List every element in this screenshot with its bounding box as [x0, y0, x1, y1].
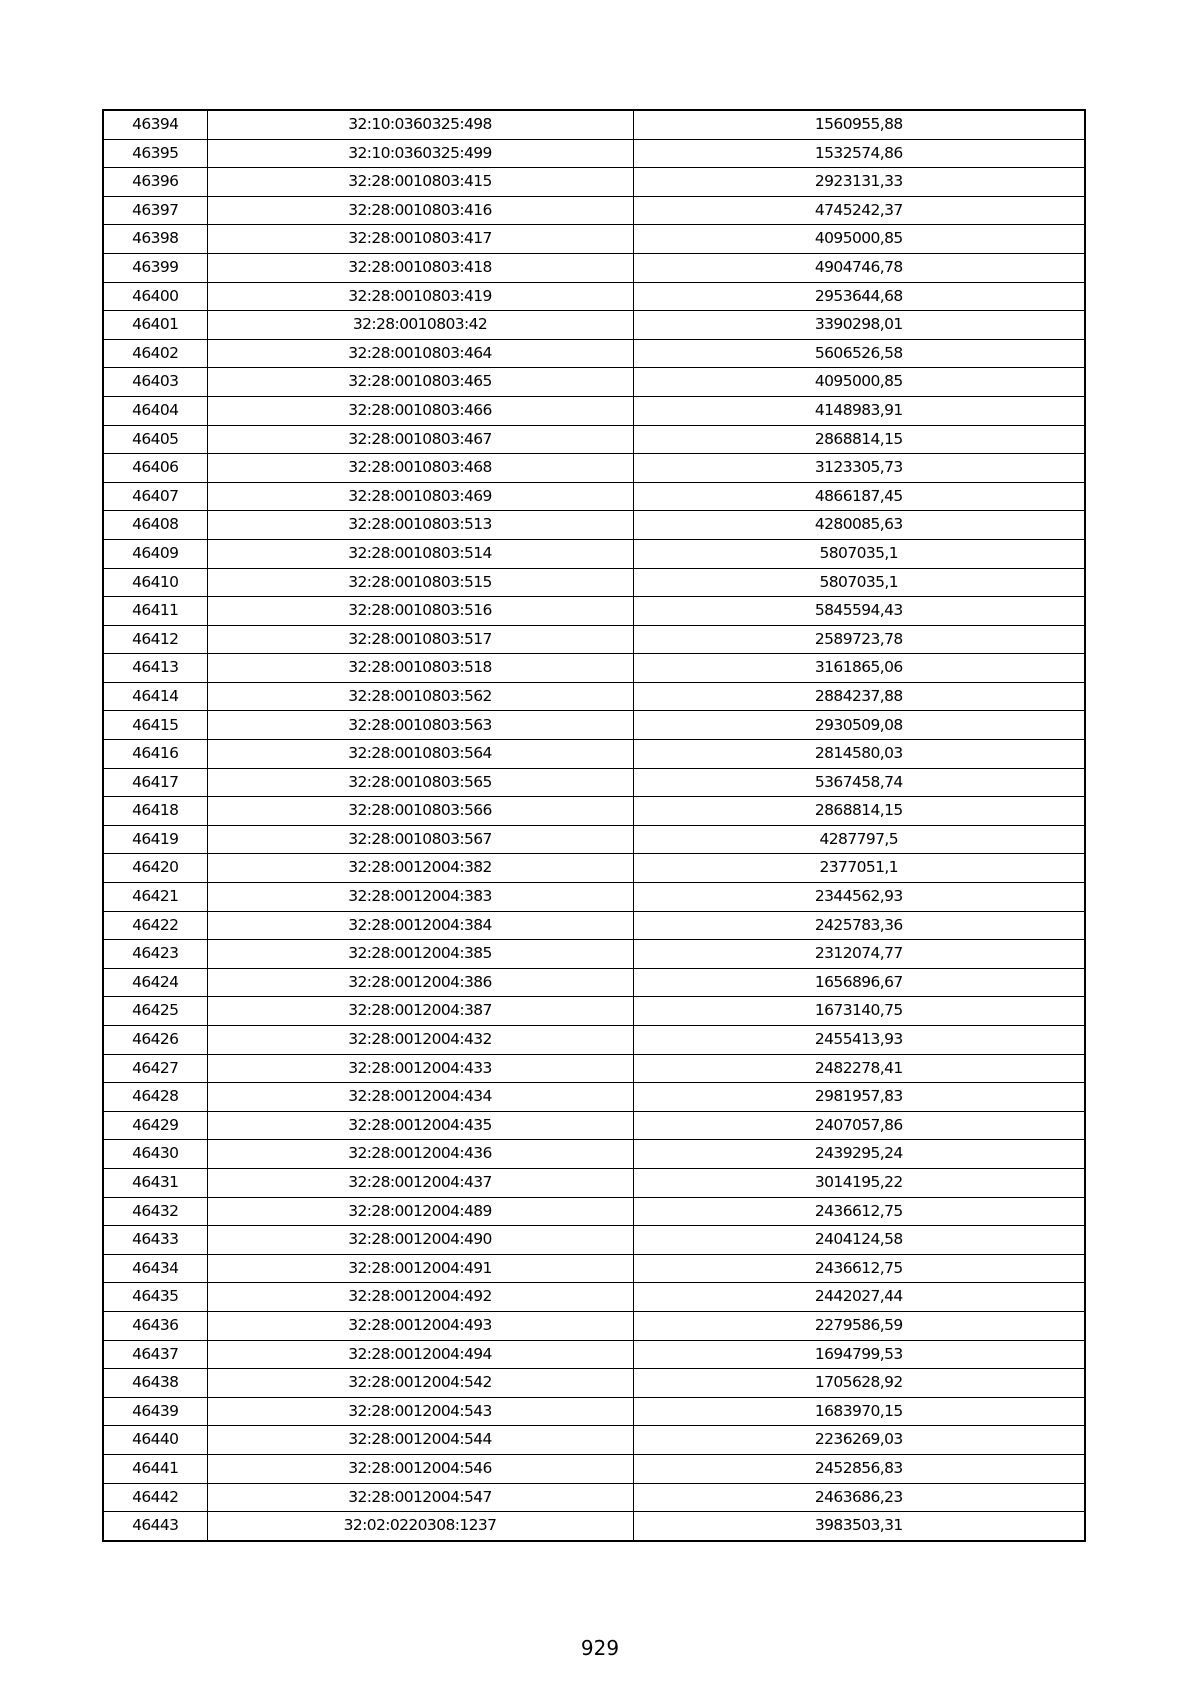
row-number-cell: 46418	[103, 797, 207, 826]
table-row	[103, 311, 1085, 340]
value-cell: 4745242,37	[633, 196, 1085, 225]
row-number-cell: 46417	[103, 768, 207, 797]
cadastral-number-cell: 32:28:0012004:433	[207, 1054, 633, 1083]
value-cell: 2279586,59	[633, 1311, 1085, 1340]
value-cell: 2312074,77	[633, 940, 1085, 969]
cadastral-number-cell: 32:28:0012004:493	[207, 1311, 633, 1340]
table-row	[103, 1369, 1085, 1398]
cadastral-number-cell: 32:28:0012004:435	[207, 1111, 633, 1140]
row-number-cell: 46429	[103, 1111, 207, 1140]
table-row	[103, 1226, 1085, 1255]
cadastral-number-cell: 32:28:0010803:468	[207, 454, 633, 483]
row-number-cell: 46440	[103, 1426, 207, 1455]
value-cell: 2425783,36	[633, 911, 1085, 940]
table-row	[103, 168, 1085, 197]
table-row	[103, 911, 1085, 940]
cadastral-number-cell: 32:28:0012004:544	[207, 1426, 633, 1455]
value-cell: 2930509,08	[633, 711, 1085, 740]
table-row	[103, 1026, 1085, 1055]
value-cell: 1694799,53	[633, 1340, 1085, 1369]
row-number-cell: 46406	[103, 454, 207, 483]
table-row	[103, 1454, 1085, 1483]
cadastral-number-cell: 32:28:0010803:562	[207, 682, 633, 711]
cadastral-number-cell: 32:28:0012004:543	[207, 1397, 633, 1426]
cadastral-number-cell: 32:10:0360325:498	[207, 110, 633, 139]
row-number-cell: 46442	[103, 1483, 207, 1512]
row-number-cell: 46414	[103, 682, 207, 711]
table-row	[103, 1340, 1085, 1369]
value-cell: 3983503,31	[633, 1512, 1085, 1541]
cadastral-number-cell: 32:28:0012004:437	[207, 1168, 633, 1197]
value-cell: 4280085,63	[633, 511, 1085, 540]
value-cell: 5845594,43	[633, 597, 1085, 626]
cadastral-number-cell: 32:28:0010803:419	[207, 282, 633, 311]
cadastral-number-cell: 32:28:0012004:383	[207, 883, 633, 912]
cadastral-number-cell: 32:28:0010803:418	[207, 253, 633, 282]
table-row	[103, 797, 1085, 826]
table-row	[103, 1054, 1085, 1083]
table-row	[103, 1426, 1085, 1455]
row-number-cell: 46394	[103, 110, 207, 139]
row-number-cell: 46438	[103, 1369, 207, 1398]
value-cell: 3014195,22	[633, 1168, 1085, 1197]
cadastral-number-cell: 32:28:0012004:434	[207, 1083, 633, 1112]
table-row	[103, 1397, 1085, 1426]
cadastral-number-cell: 32:28:0010803:514	[207, 539, 633, 568]
cadastral-number-cell: 32:28:0012004:542	[207, 1369, 633, 1398]
cadastral-number-cell: 32:28:0010803:416	[207, 196, 633, 225]
value-cell: 1560955,88	[633, 110, 1085, 139]
row-number-cell: 46404	[103, 396, 207, 425]
table-row	[103, 997, 1085, 1026]
row-number-cell: 46425	[103, 997, 207, 1026]
row-number-cell: 46409	[103, 539, 207, 568]
row-number-cell: 46427	[103, 1054, 207, 1083]
row-number-cell: 46403	[103, 368, 207, 397]
row-number-cell: 46419	[103, 825, 207, 854]
value-cell: 2236269,03	[633, 1426, 1085, 1455]
cadastral-number-cell: 32:02:0220308:1237	[207, 1512, 633, 1541]
table-row	[103, 368, 1085, 397]
row-number-cell: 46437	[103, 1340, 207, 1369]
value-cell: 2404124,58	[633, 1226, 1085, 1255]
row-number-cell: 46431	[103, 1168, 207, 1197]
cadastral-number-cell: 32:28:0010803:567	[207, 825, 633, 854]
value-cell: 2455413,93	[633, 1026, 1085, 1055]
table-row	[103, 1111, 1085, 1140]
table-row	[103, 1283, 1085, 1312]
value-cell: 4095000,85	[633, 368, 1085, 397]
value-cell: 3123305,73	[633, 454, 1085, 483]
table-row	[103, 682, 1085, 711]
row-number-cell: 46408	[103, 511, 207, 540]
table-row	[103, 1197, 1085, 1226]
value-cell: 2868814,15	[633, 797, 1085, 826]
cadastral-number-cell: 32:28:0010803:466	[207, 396, 633, 425]
table-row	[103, 740, 1085, 769]
cadastral-number-cell: 32:28:0012004:546	[207, 1454, 633, 1483]
value-cell: 2407057,86	[633, 1111, 1085, 1140]
value-cell: 1656896,67	[633, 968, 1085, 997]
row-number-cell: 46411	[103, 597, 207, 626]
value-cell: 2442027,44	[633, 1283, 1085, 1312]
cadastral-number-cell: 32:28:0010803:464	[207, 339, 633, 368]
cadastral-number-cell: 32:28:0012004:494	[207, 1340, 633, 1369]
table-row	[103, 654, 1085, 683]
row-number-cell: 46428	[103, 1083, 207, 1112]
value-cell: 4287797,5	[633, 825, 1085, 854]
cadastral-number-cell: 32:28:0012004:547	[207, 1483, 633, 1512]
value-cell: 4148983,91	[633, 396, 1085, 425]
value-cell: 5807035,1	[633, 539, 1085, 568]
table-row	[103, 539, 1085, 568]
row-number-cell: 46424	[103, 968, 207, 997]
row-number-cell: 46416	[103, 740, 207, 769]
value-cell: 2953644,68	[633, 282, 1085, 311]
cadastral-number-cell: 32:28:0010803:515	[207, 568, 633, 597]
row-number-cell: 46422	[103, 911, 207, 940]
table-row	[103, 282, 1085, 311]
cadastral-number-cell: 32:28:0010803:415	[207, 168, 633, 197]
row-number-cell: 46426	[103, 1026, 207, 1055]
table-row	[103, 425, 1085, 454]
value-cell: 2868814,15	[633, 425, 1085, 454]
table-row	[103, 511, 1085, 540]
value-cell: 1673140,75	[633, 997, 1085, 1026]
table-row	[103, 940, 1085, 969]
cadastral-number-cell: 32:28:0012004:489	[207, 1197, 633, 1226]
cadastral-number-cell: 32:10:0360325:499	[207, 139, 633, 168]
cadastral-number-cell: 32:28:0012004:432	[207, 1026, 633, 1055]
row-number-cell: 46407	[103, 482, 207, 511]
cadastral-number-cell: 32:28:0010803:516	[207, 597, 633, 626]
table-row	[103, 883, 1085, 912]
table-row	[103, 482, 1085, 511]
value-cell: 2589723,78	[633, 625, 1085, 654]
table-row	[103, 854, 1085, 883]
row-number-cell: 46436	[103, 1311, 207, 1340]
cadastral-number-cell: 32:28:0012004:386	[207, 968, 633, 997]
row-number-cell: 46420	[103, 854, 207, 883]
table-row	[103, 454, 1085, 483]
row-number-cell: 46434	[103, 1254, 207, 1283]
value-cell: 3390298,01	[633, 311, 1085, 340]
value-cell: 4866187,45	[633, 482, 1085, 511]
cadastral-number-cell: 32:28:0010803:513	[207, 511, 633, 540]
row-number-cell: 46439	[103, 1397, 207, 1426]
table-row	[103, 597, 1085, 626]
table-row	[103, 1311, 1085, 1340]
value-cell: 3161865,06	[633, 654, 1085, 683]
value-cell: 2436612,75	[633, 1197, 1085, 1226]
row-number-cell: 46413	[103, 654, 207, 683]
cadastral-number-cell: 32:28:0012004:385	[207, 940, 633, 969]
row-number-cell: 46399	[103, 253, 207, 282]
row-number-cell: 46415	[103, 711, 207, 740]
table-row	[103, 196, 1085, 225]
cadastral-number-cell: 32:28:0012004:384	[207, 911, 633, 940]
value-cell: 1532574,86	[633, 139, 1085, 168]
value-cell: 4904746,78	[633, 253, 1085, 282]
cadastral-number-cell: 32:28:0010803:467	[207, 425, 633, 454]
value-cell: 2814580,03	[633, 740, 1085, 769]
table-row	[103, 968, 1085, 997]
cadastral-number-cell: 32:28:0010803:417	[207, 225, 633, 254]
row-number-cell: 46410	[103, 568, 207, 597]
value-cell: 2482278,41	[633, 1054, 1085, 1083]
table-row	[103, 110, 1085, 139]
cadastral-number-cell: 32:28:0012004:382	[207, 854, 633, 883]
cadastral-number-cell: 32:28:0010803:563	[207, 711, 633, 740]
value-cell: 2923131,33	[633, 168, 1085, 197]
value-cell: 2439295,24	[633, 1140, 1085, 1169]
cadastral-number-cell: 32:28:0010803:42	[207, 311, 633, 340]
data-table-container	[102, 109, 1084, 1542]
cadastral-number-cell: 32:28:0012004:492	[207, 1283, 633, 1312]
table-row	[103, 625, 1085, 654]
value-cell: 2436612,75	[633, 1254, 1085, 1283]
row-number-cell: 46402	[103, 339, 207, 368]
value-cell: 5606526,58	[633, 339, 1085, 368]
row-number-cell: 46400	[103, 282, 207, 311]
value-cell: 2463686,23	[633, 1483, 1085, 1512]
table-body	[103, 110, 1085, 1541]
row-number-cell: 46443	[103, 1512, 207, 1541]
table-row	[103, 825, 1085, 854]
cadastral-number-cell: 32:28:0010803:565	[207, 768, 633, 797]
table-row	[103, 225, 1085, 254]
value-cell: 2344562,93	[633, 883, 1085, 912]
data-table	[102, 109, 1086, 1542]
value-cell: 2377051,1	[633, 854, 1085, 883]
table-row	[103, 1254, 1085, 1283]
value-cell: 1705628,92	[633, 1369, 1085, 1398]
table-row	[103, 1168, 1085, 1197]
table-row	[103, 768, 1085, 797]
table-row	[103, 568, 1085, 597]
table-row	[103, 253, 1085, 282]
value-cell: 4095000,85	[633, 225, 1085, 254]
row-number-cell: 46423	[103, 940, 207, 969]
value-cell: 2981957,83	[633, 1083, 1085, 1112]
row-number-cell: 46430	[103, 1140, 207, 1169]
row-number-cell: 46405	[103, 425, 207, 454]
value-cell: 5367458,74	[633, 768, 1085, 797]
table-row	[103, 339, 1085, 368]
table-row	[103, 711, 1085, 740]
table-row	[103, 139, 1085, 168]
row-number-cell: 46421	[103, 883, 207, 912]
cadastral-number-cell: 32:28:0010803:469	[207, 482, 633, 511]
table-row	[103, 1083, 1085, 1112]
cadastral-number-cell: 32:28:0010803:566	[207, 797, 633, 826]
cadastral-number-cell: 32:28:0010803:564	[207, 740, 633, 769]
value-cell: 5807035,1	[633, 568, 1085, 597]
value-cell: 2452856,83	[633, 1454, 1085, 1483]
row-number-cell: 46412	[103, 625, 207, 654]
row-number-cell: 46433	[103, 1226, 207, 1255]
row-number-cell: 46435	[103, 1283, 207, 1312]
table-row	[103, 1512, 1085, 1541]
table-row	[103, 396, 1085, 425]
table-row	[103, 1483, 1085, 1512]
row-number-cell: 46432	[103, 1197, 207, 1226]
value-cell: 2884237,88	[633, 682, 1085, 711]
cadastral-number-cell: 32:28:0012004:491	[207, 1254, 633, 1283]
row-number-cell: 46441	[103, 1454, 207, 1483]
cadastral-number-cell: 32:28:0010803:517	[207, 625, 633, 654]
row-number-cell: 46395	[103, 139, 207, 168]
row-number-cell: 46397	[103, 196, 207, 225]
cadastral-number-cell: 32:28:0010803:518	[207, 654, 633, 683]
row-number-cell: 46396	[103, 168, 207, 197]
value-cell: 1683970,15	[633, 1397, 1085, 1426]
table-row	[103, 1140, 1085, 1169]
row-number-cell: 46401	[103, 311, 207, 340]
cadastral-number-cell: 32:28:0012004:387	[207, 997, 633, 1026]
row-number-cell: 46398	[103, 225, 207, 254]
cadastral-number-cell: 32:28:0012004:490	[207, 1226, 633, 1255]
cadastral-number-cell: 32:28:0012004:436	[207, 1140, 633, 1169]
page-number: 929	[580, 1636, 620, 1660]
cadastral-number-cell: 32:28:0010803:465	[207, 368, 633, 397]
